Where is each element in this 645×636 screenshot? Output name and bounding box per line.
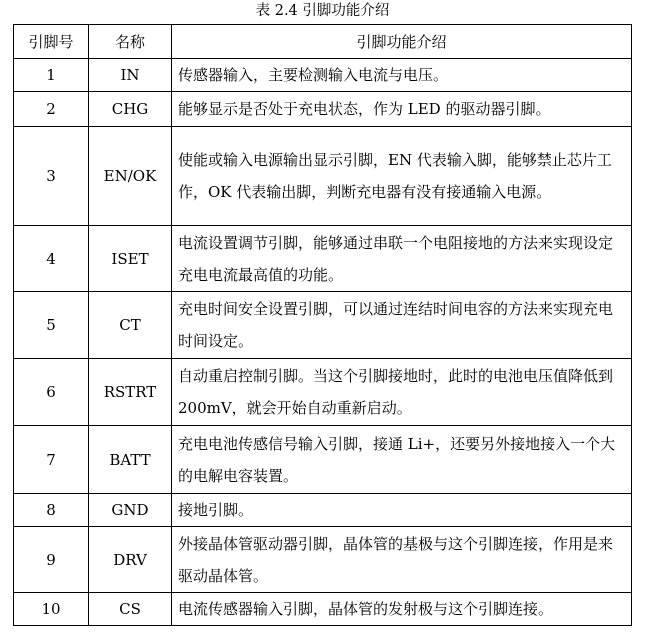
pin-name-cell: EN/OK (89, 127, 172, 226)
pin-name-cell: CS (89, 593, 172, 626)
pin-number-cell: 9 (14, 527, 89, 593)
header-description: 引脚功能介绍 (172, 25, 632, 59)
pin-description-cell: 能够显示是否处于充电状态，作为 LED 的驱动器引脚。 (172, 92, 632, 127)
table-row (14, 92, 632, 127)
pin-function-table (13, 24, 632, 626)
pin-description-cell: 自动重启控制引脚。当这个引脚接地时，此时的电池电压值降低到 200mV，就会开始自动重新启动。 (172, 359, 632, 426)
table-row (14, 494, 632, 527)
pin-number-cell: 5 (14, 292, 89, 359)
pin-number-cell: 1 (14, 59, 89, 92)
pin-number-cell: 4 (14, 226, 89, 292)
header-pin-number: 引脚号 (14, 25, 89, 59)
pin-name-cell: RSTRT (89, 359, 172, 426)
pin-description-cell: 充电电池传感信号输入引脚，接通 Li+，还要另外接地接入一个大的电解电容装置。 (172, 426, 632, 494)
pin-description-cell: 接地引脚。 (172, 494, 632, 527)
pin-name-cell: GND (89, 494, 172, 527)
pin-number-cell: 3 (14, 127, 89, 226)
pin-number-cell: 7 (14, 426, 89, 494)
pin-description-cell: 传感器输入，主要检测输入电流与电压。 (172, 59, 632, 92)
table-row (14, 292, 632, 359)
pin-description-cell: 电流设置调节引脚，能够通过串联一个电阻接地的方法来实现设定充电电流最高值的功能。 (172, 226, 632, 292)
table-row (14, 59, 632, 92)
pin-name-cell: DRV (89, 527, 172, 593)
pin-name-cell: CT (89, 292, 172, 359)
table-caption: 表 2.4 引脚功能介绍 (255, 3, 390, 19)
table-row (14, 359, 632, 426)
table-row (14, 226, 632, 292)
pin-description-cell: 电流传感器输入引脚，晶体管的发射极与这个引脚连接。 (172, 593, 632, 626)
pin-description-cell: 外接晶体管驱动器引脚，晶体管的基极与这个引脚连接，作用是来驱动晶体管。 (172, 527, 632, 593)
pin-name-cell: BATT (89, 426, 172, 494)
table-row (14, 593, 632, 626)
pin-name-cell: IN (89, 59, 172, 92)
table-row (14, 527, 632, 593)
pin-name-cell: CHG (89, 92, 172, 127)
pin-number-cell: 6 (14, 359, 89, 426)
table-row (14, 426, 632, 494)
pin-number-cell: 2 (14, 92, 89, 127)
pin-number-cell: 10 (14, 593, 89, 626)
header-name: 名称 (89, 25, 172, 59)
pin-name-cell: ISET (89, 226, 172, 292)
table-header-row (14, 25, 632, 59)
pin-number-cell: 8 (14, 494, 89, 527)
table-row (14, 127, 632, 226)
pin-description-cell: 充电时间安全设置引脚，可以通过连结时间电容的方法来实现充电时间设定。 (172, 292, 632, 359)
pin-description-cell: 使能或输入电源输出显示引脚，EN 代表输入脚，能够禁止芯片工作，OK 代表输出脚，判断充电器有没有接通输入电源。 (172, 127, 632, 226)
